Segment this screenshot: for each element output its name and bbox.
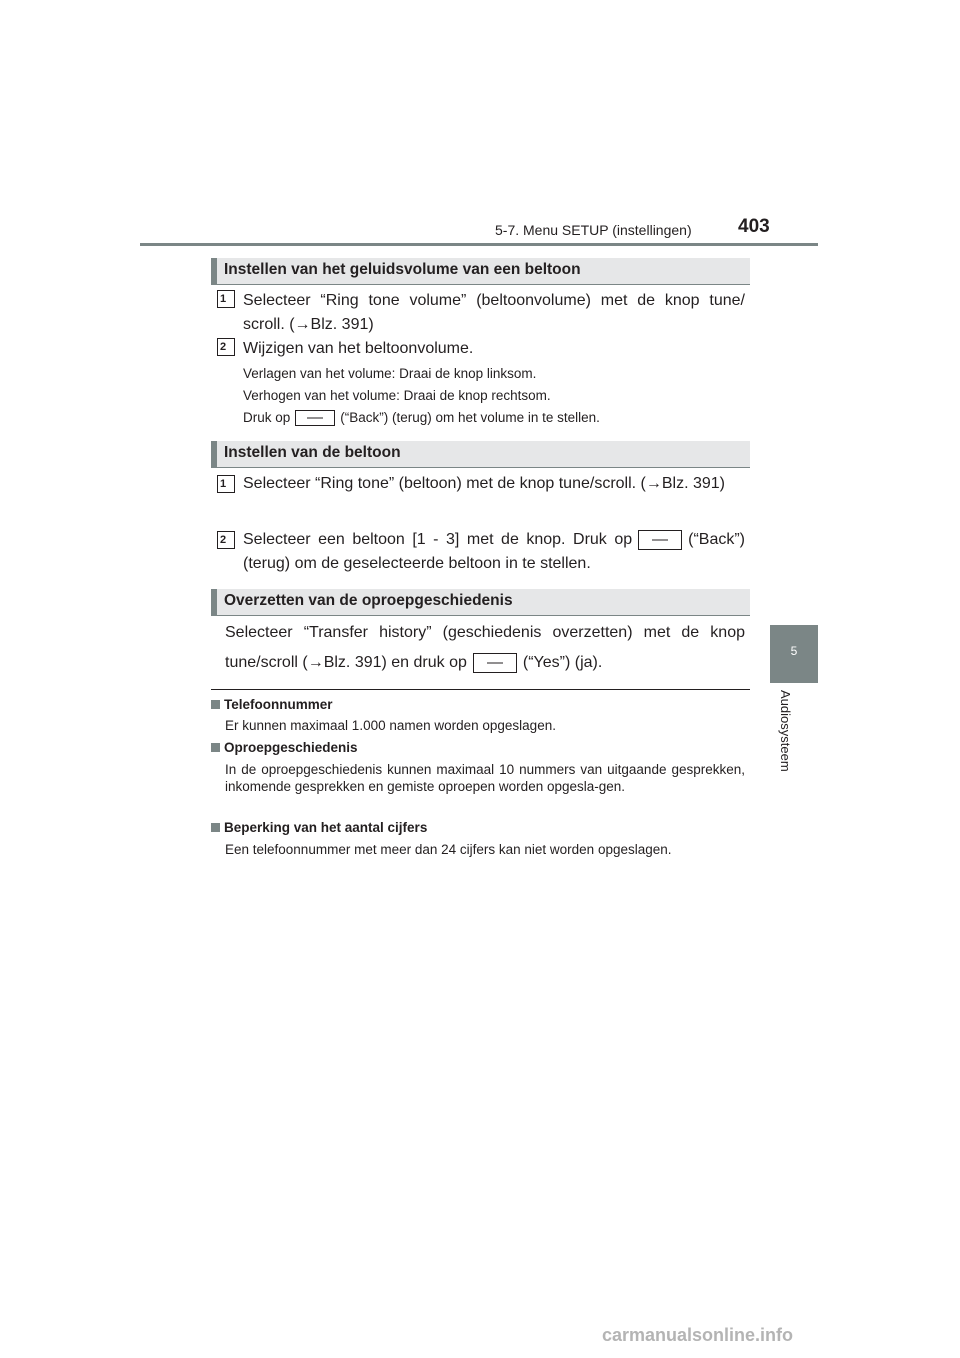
back-button-icon (638, 530, 682, 550)
sub-line: Verlagen van het volume: Draai de knop linksom. (243, 366, 537, 381)
section-heading-text: Instellen van het geluidsvolume van een beltoon (224, 261, 581, 278)
chapter-tab (770, 625, 818, 683)
step-text: Selecteer “Ring tone volume” (beltoonvolume) met de knop tune/ scroll. (→Blz. 391) (243, 292, 745, 333)
note-body: Een telefoonnummer met meer dan 24 cijfers kan niet worden opgeslagen. (225, 842, 672, 857)
note-title (211, 697, 333, 712)
press-line (243, 410, 600, 426)
heading-bar (211, 589, 217, 615)
square-bullet-icon (211, 823, 220, 832)
step-text-before: Selecteer een beltoon [1 - 3] met de knop. Druk op (243, 531, 633, 548)
note-body: In de oproepgeschiedenis kunnen maximaal 10 nummers van uitgaande gesprekken, inkomende gesprekken en gemiste oproepen worden opgesla-gen. (225, 762, 745, 794)
transfer-text-before: Selecteer “Transfer history” (geschiedenis overzetten) met de knop tune/scroll (→Blz. 391) en druk op (225, 624, 745, 671)
note-title-text: Beperking van het aantal cijfers (224, 820, 428, 835)
press-text-before: Druk op (243, 410, 291, 425)
header-rule (140, 243, 818, 246)
section-heading-transfer-history (211, 589, 750, 616)
step-number-1: 1 (217, 290, 235, 308)
note-title-text: Oproepgeschiedenis (224, 740, 358, 755)
note-body: Er kunnen maximaal 1.000 namen worden opgeslagen. (225, 718, 556, 733)
section-heading-ringtone-volume (211, 258, 750, 285)
note-title (211, 740, 358, 755)
section-heading-ringtone (211, 441, 750, 468)
step-text: Wijzigen van het beltoonvolume. (243, 340, 474, 357)
step-text (243, 528, 745, 576)
step-number-2: 2 (217, 338, 235, 356)
yes-button-icon (473, 653, 517, 673)
note-title (211, 820, 427, 835)
sub-line: Verhogen van het volume: Draai de knop rechtsom. (243, 388, 551, 403)
chapter-tab-label (773, 690, 813, 790)
step-number-1: 1 (217, 475, 235, 493)
chapter-title: 5-7. Menu SETUP (instellingen) (495, 222, 692, 238)
page-number: 403 (738, 216, 770, 237)
section-heading-text: Instellen van de beltoon (224, 444, 401, 461)
heading-bar (211, 258, 217, 284)
chapter-tab-label-text: Audiosysteem (778, 690, 793, 772)
note-title-text: Telefoonnummer (224, 697, 333, 712)
step-text-after: (“Back”) (terug) om de geselecteerde beltoon in te stellen. (243, 531, 745, 572)
square-bullet-icon (211, 743, 220, 752)
section-heading-text: Overzetten van de oproepgeschiedenis (224, 592, 513, 609)
press-text-after: (“Back”) (terug) om het volume in te stellen. (340, 410, 600, 425)
chapter-tab-number: 5 (790, 644, 798, 658)
watermark: carmanualsonline.info (602, 1325, 794, 1345)
square-bullet-icon (211, 700, 220, 709)
notes-divider (211, 689, 750, 690)
back-button-icon (295, 410, 335, 426)
transfer-text-after: (“Yes”) (ja). (522, 654, 603, 671)
heading-bar (211, 441, 217, 467)
step-text: Selecteer “Ring tone” (beltoon) met de knop tune/scroll. (→Blz. 391) (243, 475, 726, 492)
transfer-history-text (225, 618, 745, 678)
step-number-2: 2 (217, 531, 235, 549)
